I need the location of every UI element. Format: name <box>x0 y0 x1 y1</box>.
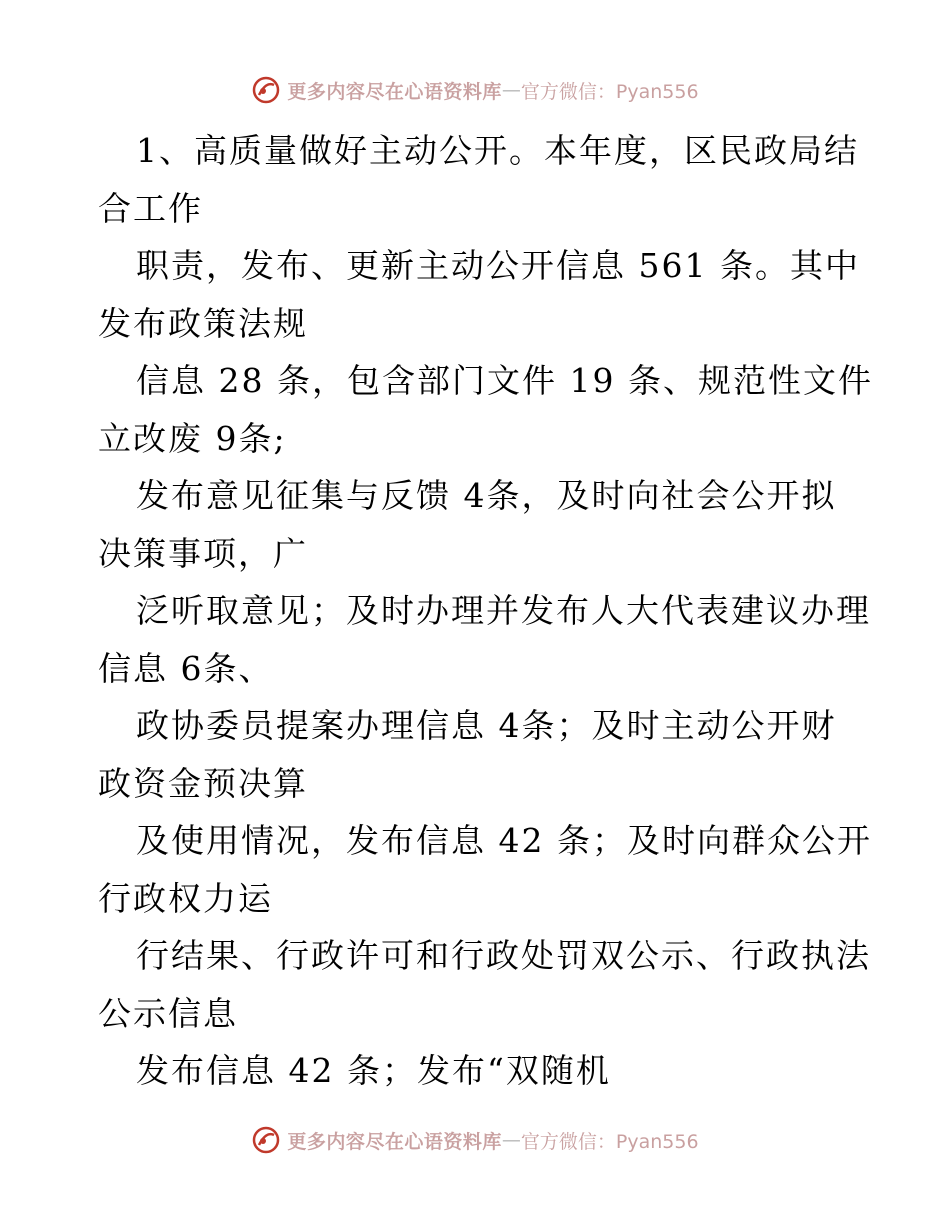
footer-banner <box>0 1120 950 1160</box>
text-line: 政协委员提案办理信息 4条；及时主动公开财 <box>136 706 837 745</box>
text-line: 及使用情况，发布信息 42 条；及时向群众公开 <box>136 821 872 860</box>
text-line: 行政权力运 <box>98 878 273 918</box>
text-line: 公示信息 <box>98 993 238 1033</box>
banner-separator: — <box>501 79 521 101</box>
text-line: 政资金预决算 <box>98 763 308 803</box>
text-line: 发布意见征集与反馈 4条，及时向社会公开拟 <box>136 476 837 515</box>
header-banner <box>0 70 950 110</box>
text-line: 发布信息 42 条；发布“双随机 <box>136 1051 611 1090</box>
banner-separator: — <box>501 1129 521 1151</box>
text-line: 行结果、行政许可和行政处罚双公示、行政执法 <box>136 936 871 975</box>
logo-icon <box>251 1125 281 1155</box>
banner-title: 更多内容尽在心语资料库 <box>287 80 502 103</box>
banner-contact: 官方微信：Pyan556 <box>520 1130 699 1153</box>
text-line: 职责，发布、更新主动公开信息 561 条。其中 <box>136 246 860 285</box>
text-line: 立改废 9条; <box>98 418 287 458</box>
text-line: 信息 6条、 <box>98 648 274 688</box>
text-line: 泛听取意见；及时办理并发布人大代表建议办理 <box>136 591 871 630</box>
banner-title: 更多内容尽在心语资料库 <box>287 1130 502 1153</box>
text-line: 信息 28 条，包含部门文件 19 条、规范性文件 <box>136 361 873 400</box>
text-line: 合工作 <box>98 188 203 228</box>
text-line: 决策事项，广 <box>98 533 308 573</box>
logo-icon <box>251 75 281 105</box>
text-line: 1、高质量做好主动公开。本年度，区民政局结 <box>136 131 859 170</box>
document-body <box>98 122 873 1100</box>
text-line: 发布政策法规 <box>98 303 308 343</box>
banner-contact: 官方微信：Pyan556 <box>520 80 699 103</box>
